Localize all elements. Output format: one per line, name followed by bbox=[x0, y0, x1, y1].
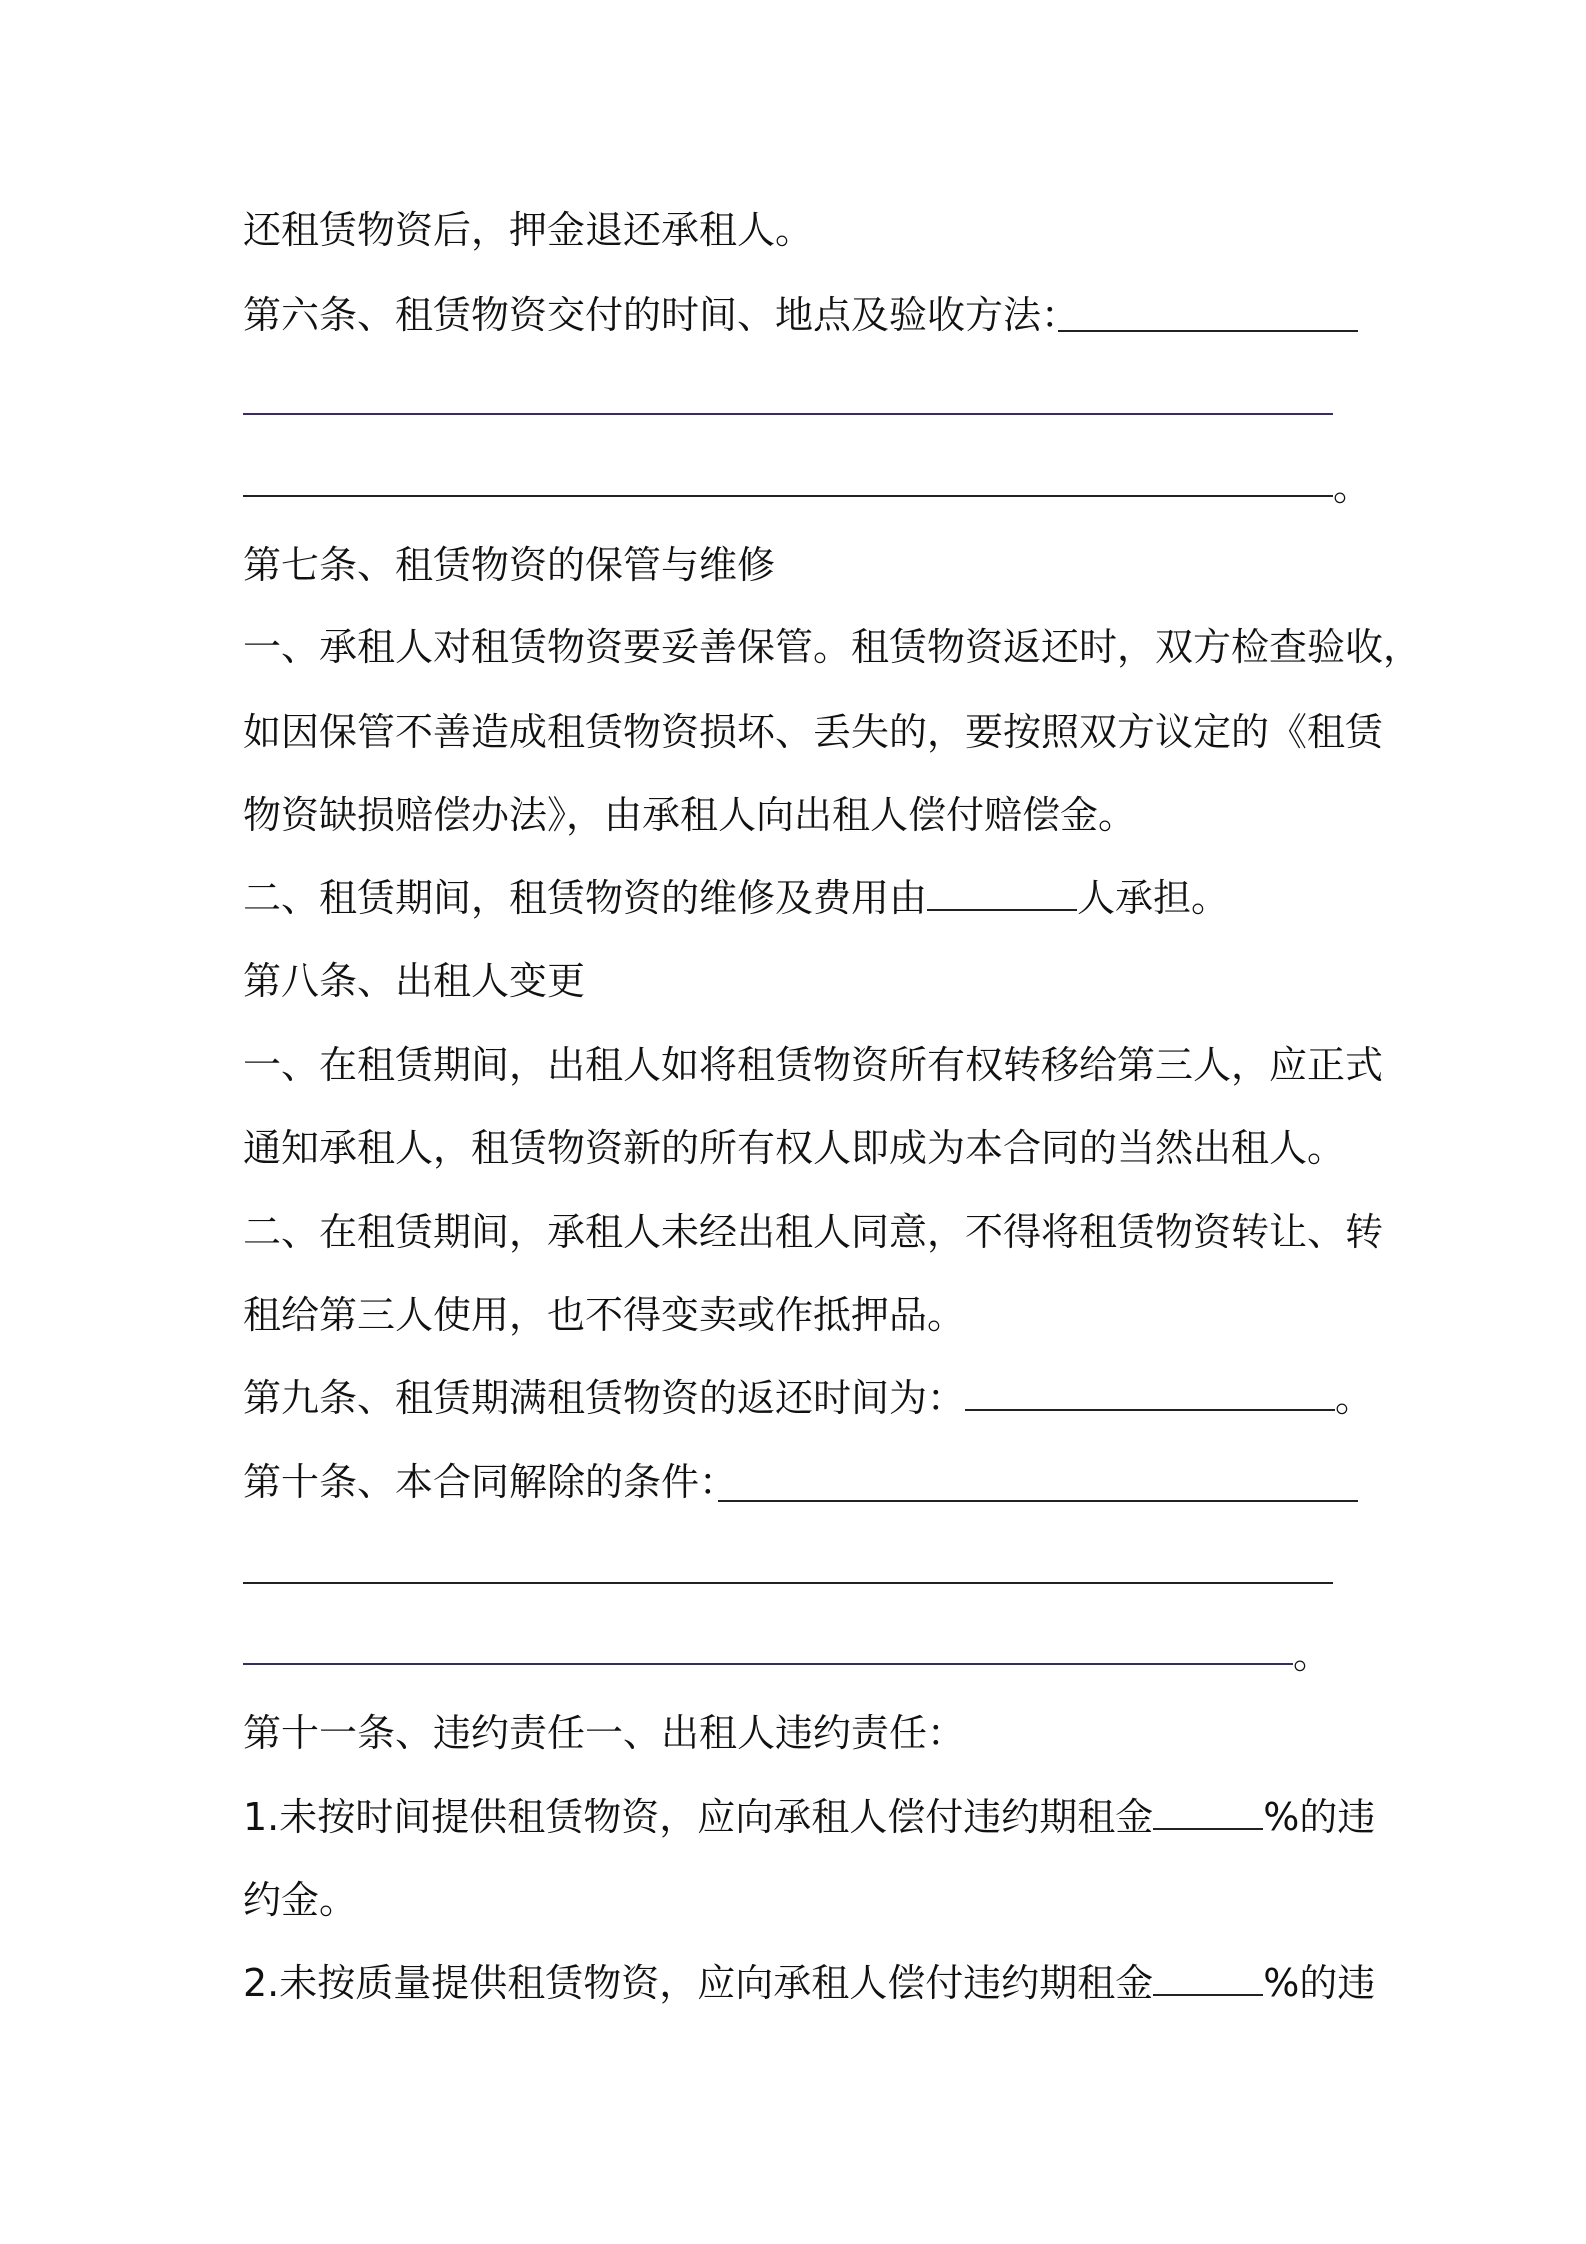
text-segment: 1.未按时间提供租赁物资，应向承租人偿付违约期租金 bbox=[243, 1795, 1154, 1839]
fill-blank bbox=[927, 875, 1077, 911]
fill-blank bbox=[1153, 1960, 1263, 1996]
text-line bbox=[243, 1958, 1376, 2008]
text-line: 通知承租人，租赁物资新的所有权人即成为本合同的当然出租人。 bbox=[243, 1126, 1346, 1170]
text-segment: 人承担。 bbox=[1077, 876, 1230, 920]
text-segment: 2.未按质量提供租赁物资，应向承租人偿付违约期租金 bbox=[243, 1961, 1154, 2005]
fill-blank bbox=[1058, 330, 1358, 332]
article-7-heading: 第七条、租赁物资的保管与维修 bbox=[243, 543, 776, 587]
fill-blank bbox=[243, 1663, 1293, 1665]
text-line: 如因保管不善造成租赁物资损坏、丢失的，要按照双方议定的《租赁 bbox=[243, 710, 1384, 754]
fill-blank bbox=[1153, 1794, 1263, 1830]
text-line: 租给第三人使用，也不得变卖或作抵押品。 bbox=[243, 1293, 966, 1337]
article-6-heading bbox=[243, 290, 1358, 340]
text-line bbox=[243, 1792, 1376, 1842]
article-11-heading: 第十一条、违约责任一、出租人违约责任： bbox=[243, 1711, 966, 1755]
text-segment: 第九条、租赁期满租赁物资的返还时间为： bbox=[243, 1376, 966, 1420]
text-segment: %的违 bbox=[1263, 1795, 1376, 1839]
text-segment: 。 bbox=[1335, 1376, 1374, 1420]
text-line: 一、在租赁期间，出租人如将租赁物资所有权转移给第三人，应正式 bbox=[243, 1043, 1384, 1087]
text-segment: 二、租赁期间，租赁物资的维修及费用由 bbox=[243, 876, 928, 920]
article-9-heading bbox=[243, 1373, 1374, 1423]
fill-blank bbox=[243, 1582, 1333, 1584]
article-8-heading: 第八条、出租人变更 bbox=[243, 959, 586, 1003]
period: 。 bbox=[1333, 465, 1372, 509]
fill-blank bbox=[965, 1375, 1335, 1411]
text-segment: %的违 bbox=[1263, 1961, 1376, 2005]
text-line: 二、在租赁期间，承租人未经出租人同意，不得将租赁物资转让、转 bbox=[243, 1210, 1384, 1254]
text-line bbox=[243, 873, 1358, 923]
text-line: 约金。 bbox=[243, 1878, 358, 1922]
article-6-text: 第六条、租赁物资交付的时间、地点及验收方法： bbox=[243, 293, 1080, 337]
fill-blank bbox=[243, 413, 1333, 415]
fill-blank bbox=[718, 1500, 1358, 1502]
text-segment: 第十条、本合同解除的条件： bbox=[243, 1460, 738, 1504]
fill-blank bbox=[243, 495, 1333, 497]
text-line: 物资缺损赔偿办法》，由承租人向出租人偿付赔偿金。 bbox=[243, 793, 1137, 837]
text-line: 还租赁物资后，押金退还承租人。 bbox=[243, 208, 814, 252]
text-line: 一、承租人对租赁物资要妥善保管。租赁物资返还时，双方检查验收， bbox=[243, 625, 1422, 669]
period: 。 bbox=[1293, 1633, 1332, 1677]
